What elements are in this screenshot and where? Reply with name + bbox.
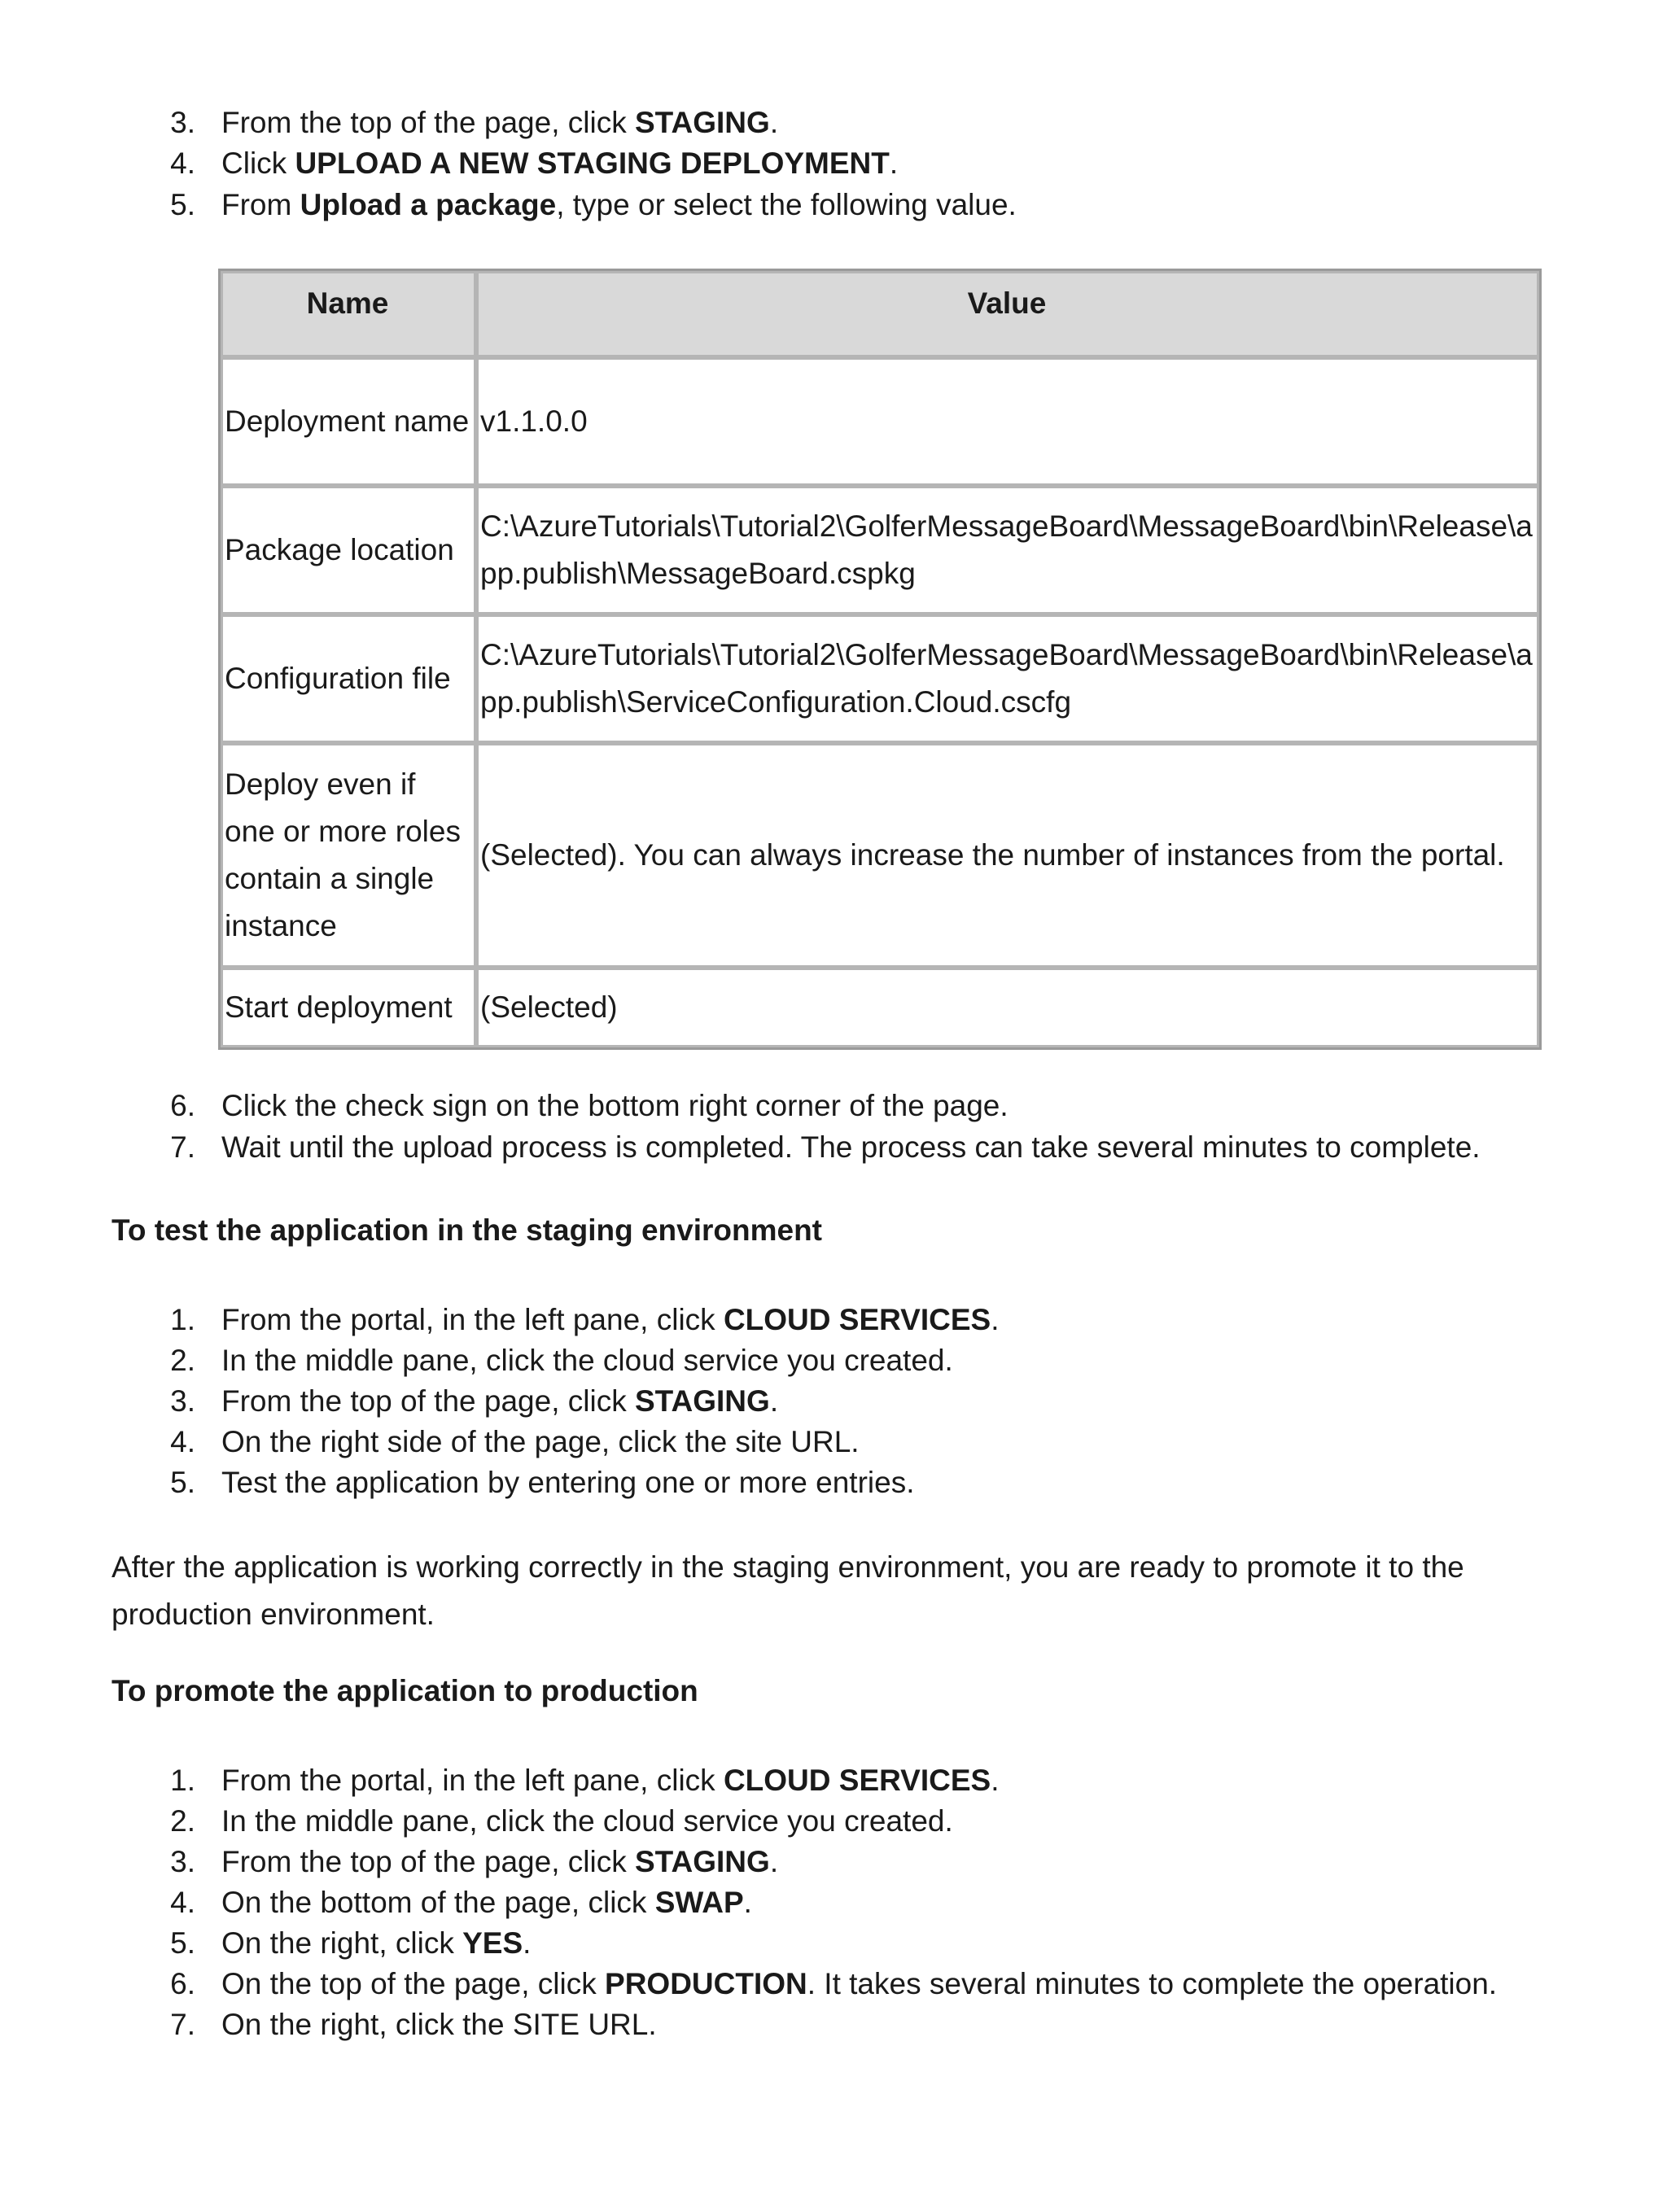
table-header-row [221, 271, 1539, 357]
table-row [221, 968, 1539, 1047]
table-cell-value: C:\AzureTutorials\Tutorial2\GolferMessageBoard\MessageBoard\bin\Release\app.publish\ServiceConfiguration.Cloud.cscfg [476, 614, 1539, 743]
list-text: Click UPLOAD A NEW STAGING DEPLOYMENT. [221, 146, 899, 180]
section-heading-test: To test the application in the staging environment [112, 1213, 822, 1247]
list-number: 5. [170, 1926, 195, 1960]
list-number: 4. [170, 1425, 195, 1458]
list-text: On the right side of the page, click the site URL. [221, 1425, 860, 1458]
table-cell-name: Deploy even if one or more roles contain a single instance [221, 743, 476, 968]
table-cell-name: Configuration file [221, 614, 476, 743]
list-text: On the right, click YES. [221, 1926, 532, 1960]
list-text: In the middle pane, click the cloud service you created. [221, 1804, 953, 1838]
section-heading-promote: To promote the application to production [112, 1674, 698, 1707]
list-number: 7. [170, 1130, 195, 1164]
list-number: 5. [170, 188, 195, 221]
list-number: 6. [170, 1089, 195, 1122]
list-text: Wait until the upload process is completed. The process can take several minutes to complete. [221, 1130, 1481, 1164]
list-number: 4. [170, 146, 195, 180]
list-number: 2. [170, 1344, 195, 1377]
list-text: On the right, click the SITE URL. [221, 2008, 657, 2041]
list-number: 7. [170, 2008, 195, 2041]
table-cell-value: v1.1.0.0 [476, 357, 1539, 486]
list-number: 3. [170, 1845, 195, 1878]
list-number: 6. [170, 1967, 195, 2000]
column-header-name: Name [221, 271, 476, 357]
table-cell-value: C:\AzureTutorials\Tutorial2\GolferMessageBoard\MessageBoard\bin\Release\app.publish\MessageBoard.cspkg [476, 486, 1539, 614]
list-text: From the top of the page, click STAGING. [221, 106, 779, 139]
table-row [221, 614, 1539, 743]
list-number: 1. [170, 1303, 195, 1336]
table-row [221, 357, 1539, 486]
table-cell-value: (Selected) [476, 968, 1539, 1047]
list-text: From Upload a package, type or select the following value. [221, 188, 1017, 221]
table-cell-name: Package location [221, 486, 476, 614]
list-text: From the portal, in the left pane, click CLOUD SERVICES. [221, 1764, 1000, 1797]
list-text: Click the check sign on the bottom right corner of the page. [221, 1089, 1009, 1122]
table-cell-value: (Selected). You can always increase the number of instances from the portal. [476, 743, 1539, 968]
list-number: 5. [170, 1466, 195, 1499]
list-text: On the top of the page, click PRODUCTION. It takes several minutes to complete the operation. [221, 1967, 1498, 2000]
table-cell-name: Start deployment [221, 968, 476, 1047]
body-paragraph: After the application is working correctly in the staging environment, you are ready to promote it to the production environment. [112, 1550, 1464, 1631]
list-text: On the bottom of the page, click SWAP. [221, 1886, 752, 1919]
table-row [221, 743, 1539, 968]
list-text: Test the application by entering one or more entries. [221, 1466, 915, 1499]
value-table [218, 269, 1542, 1050]
list-text: From the portal, in the left pane, click CLOUD SERVICES. [221, 1303, 1000, 1336]
list-number: 3. [170, 1384, 195, 1418]
table-row [221, 486, 1539, 614]
list-text: In the middle pane, click the cloud service you created. [221, 1344, 953, 1377]
list-number: 1. [170, 1764, 195, 1797]
list-number: 2. [170, 1804, 195, 1838]
column-header-value: Value [476, 271, 1539, 357]
list-text: From the top of the page, click STAGING. [221, 1845, 779, 1878]
list-text: From the top of the page, click STAGING. [221, 1384, 779, 1418]
list-number: 4. [170, 1886, 195, 1919]
list-number: 3. [170, 106, 195, 139]
table-cell-name: Deployment name [221, 357, 476, 486]
